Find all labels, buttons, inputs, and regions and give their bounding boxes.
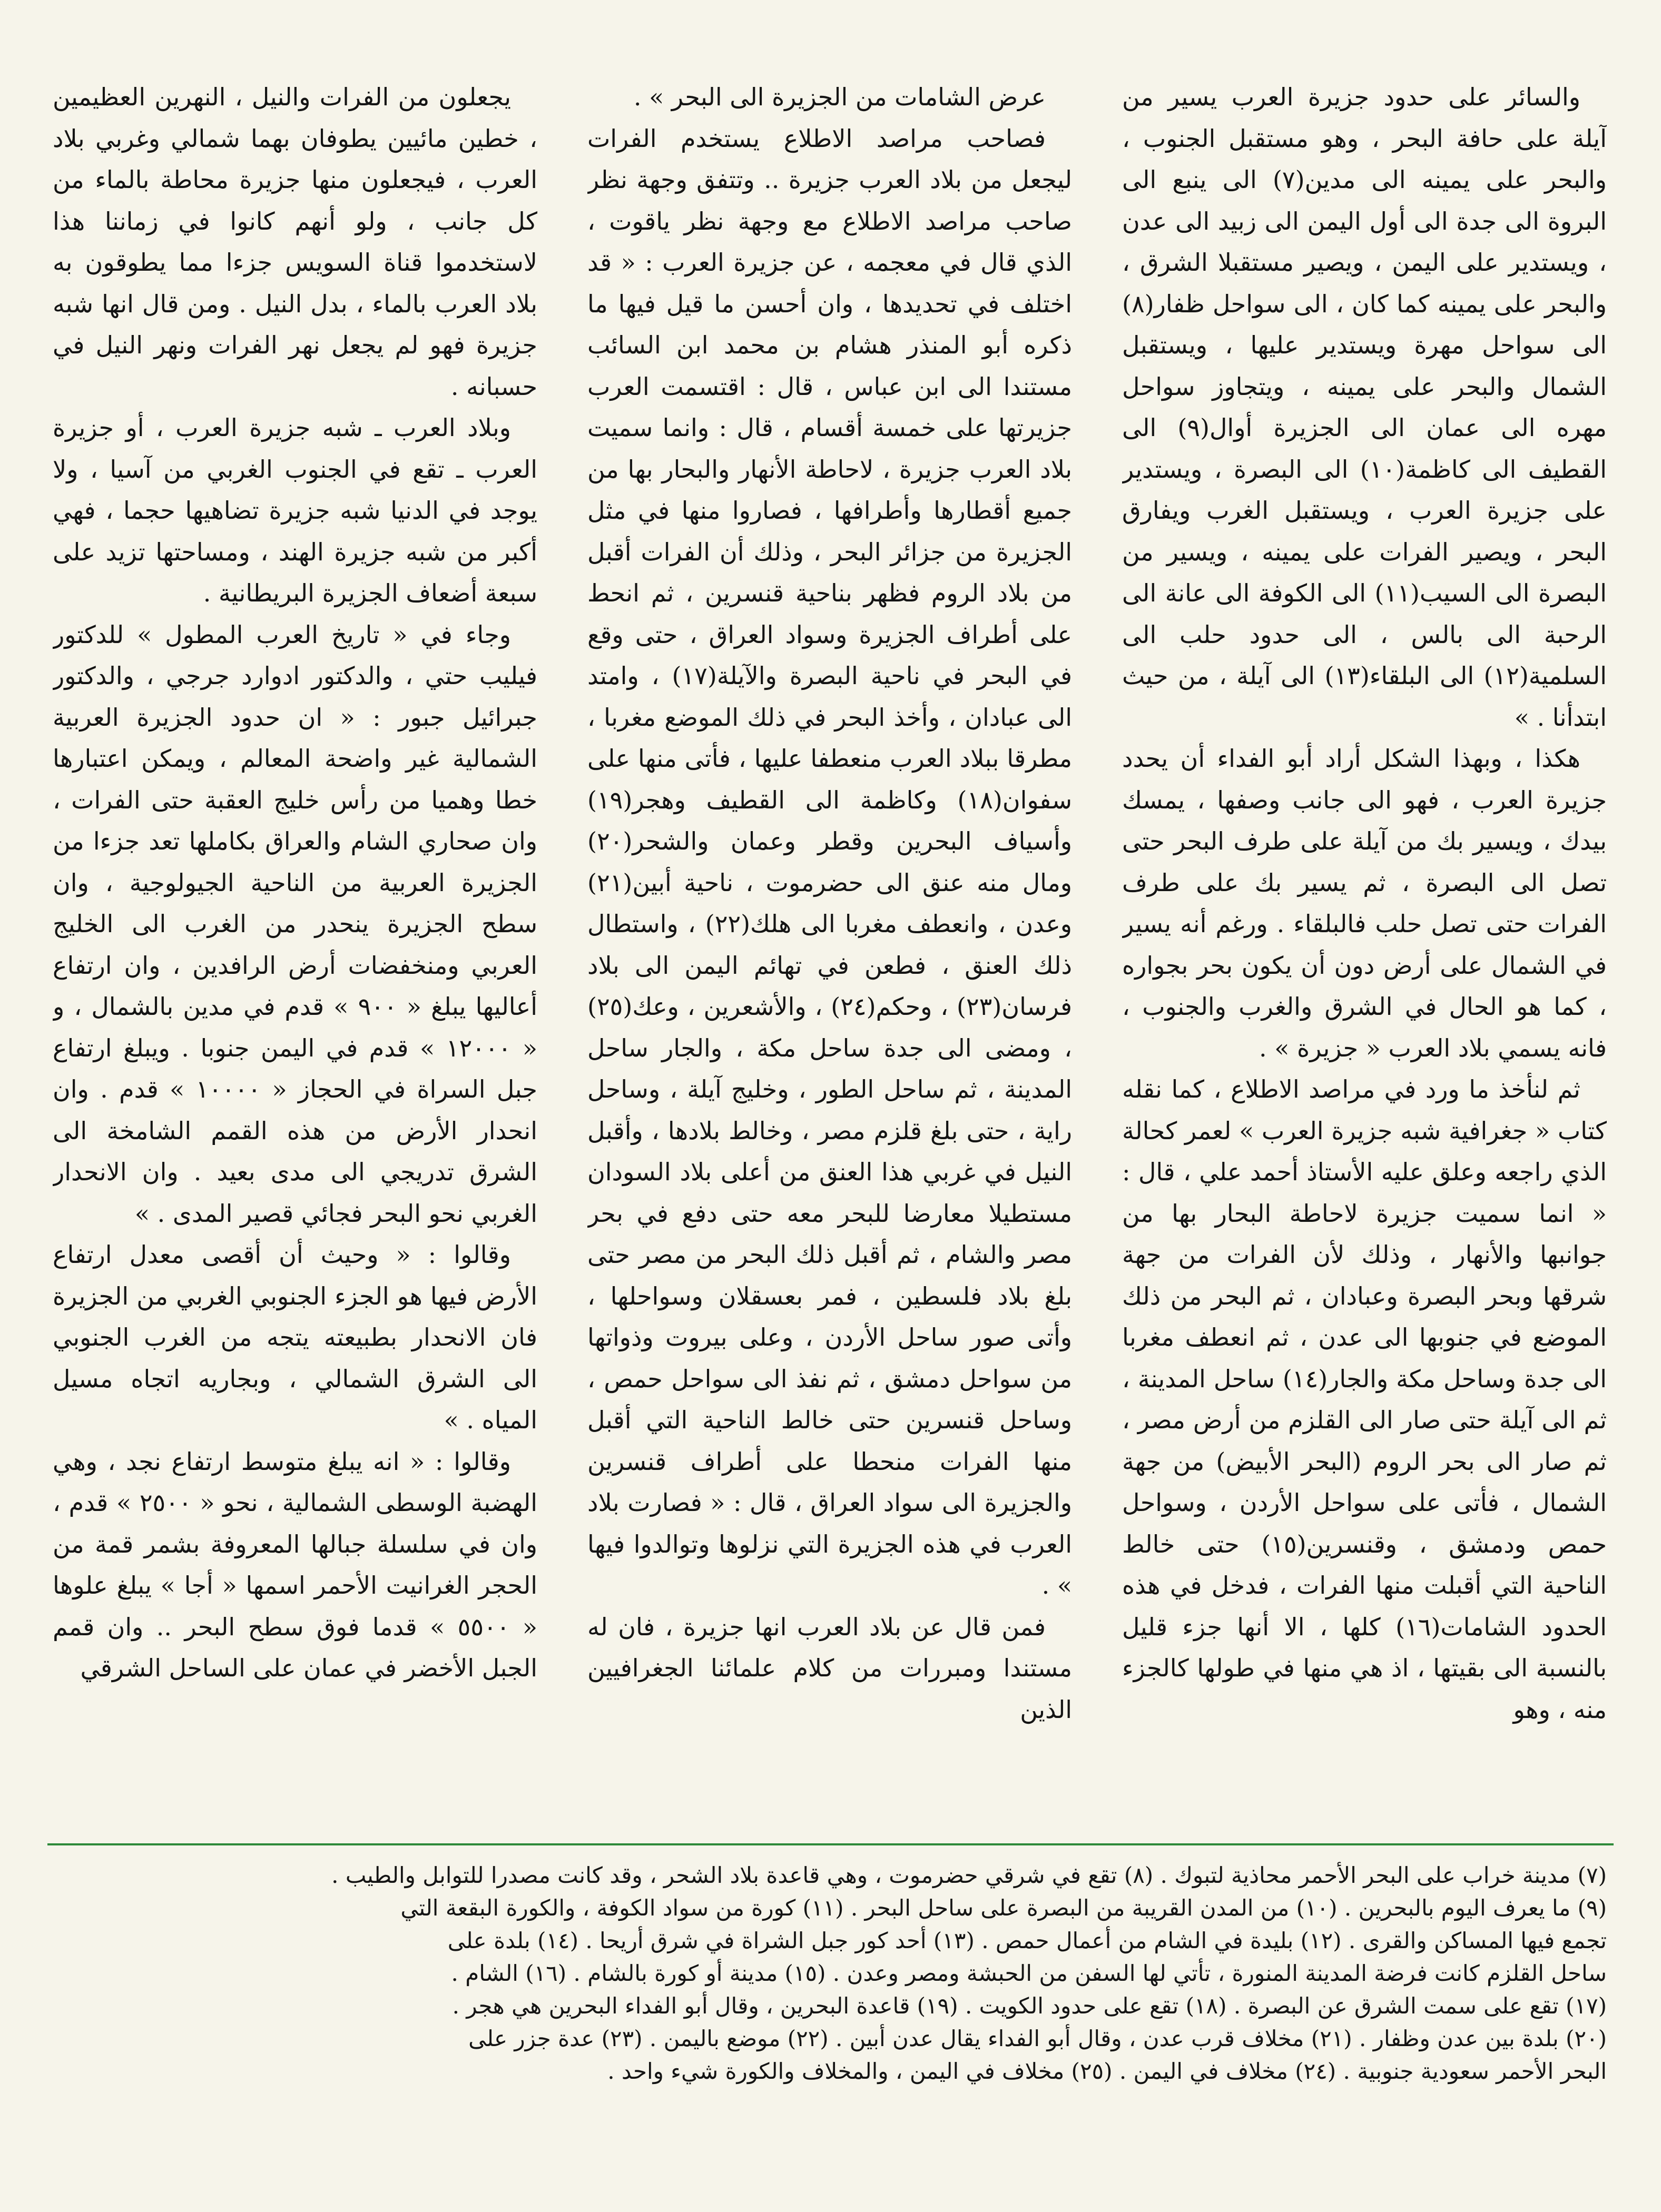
footnote-line: (٧) مدينة خراب على البحر الأحمر محاذية لتبوك . (٨) تقع في شرقي حضرموت ، وهي قاعدة بلاد الشحر ، وقد كانت مصدرا للتوابل والطيب . [331, 1862, 1607, 1888]
footnote-line: ساحل القلزم كانت فرضة المدينة المنورة ، تأتي لها السفن من الحبشة ومصر وعدن . (١٥) مدينة أو كورة بالشام . (١٦) الشام . [451, 1960, 1607, 1986]
column-left [53, 76, 537, 1828]
footnote-divider [47, 1843, 1614, 1845]
paragraph: يجعلون من الفرات والنيل ، النهرين العظيمين ، خطين مائيين يطوفان بهما شمالي وغربي بلاد العرب ، فيجعلون منها جزيرة محاطة بالماء من كل جانب ، ولو أنهم كانوا في زماننا هذا لاستخدموا قناة السويس جزءا مما يطوقون به بلاد العرب بالماء ، بدل النيل . ومن قال انها شبه جزيرة فهو لم يجعل نهر الفرات ونهر النيل في حسبانه . [53, 83, 537, 401]
paragraph: وجاء في « تاريخ العرب المطول » للدكتور فيليب حتي ، والدكتور ادوارد جرجي ، والدكتور جبرائيل جبور : « ان حدود الجزيرة العربية الشمالية غير واضحة المعالم ، ويمكن اعتبارها خطا وهميا من رأس خليج العقبة حتى الفرات ، وان صحاري الشام والعراق بكاملها تعد جزءا من الجزيرة العربية من الناحية الجيولوجية ، وان سطح الجزيرة ينحدر من الغرب الى الخليج العربي ومنخفضات أرض الرافدين ، وان ارتفاع أعاليها يبلغ « ٩٠٠ » قدم في مدين بالشمال ، و « ١٢٠٠٠ » قدم في اليمن جنوبا . ويبلغ ارتفاع جبل السراة في الحجاز « ١٠٠٠٠ » قدم . وان انحدار الأرض من هذه القمم الشامخة الى الشرق تدريجي الى مدى بعيد . وان الانحدار الغربي نحو البحر فجائي قصير المدى . » [53, 620, 537, 1228]
paragraph: وقالوا : « انه يبلغ متوسط ارتفاع نجد ، وهي الهضبة الوسطى الشمالية ، نحو « ٢٥٠٠ » قدم ، وان في سلسلة جبالها المعروفة بشمر قمة من الحجر الغرانيت الأحمر اسمها « أجا » يبلغ علوها « ٥٥٠٠ » قدما فوق سطح البحر .. وان قمم الجبل الأخضر في عمان على الساحل الشرقي [53, 1447, 537, 1682]
paragraph: هكذا ، وبهذا الشكل أراد أبو الفداء أن يحدد جزيرة العرب ، فهو الى جانب وصفها ، يمسك بيدك ، ويسير بك من آيلة على طرف البحر حتى تصل الى البصرة ، ثم يسير بك على طرف الفرات حتى تصل حلب فالبلقاء . ورغم أنه يسير في الشمال على أرض دون أن يكون بحر بجواره ، كما هو الحال في الشرق والغرب والجنوب ، فانه يسمي بلاد العرب « جزيرة » . [1122, 744, 1607, 1062]
paragraph: وقالوا : « وحيث أن أقصى معدل ارتفاع الأرض فيها هو الجزء الجنوبي الغربي من الجزيرة فان الانحدار بطبيعته يتجه من الغرب الجنوبي الى الشرق الشمالي ، وبجاريه اتجاه مسيل المياه . » [53, 1240, 537, 1434]
footnote-line: تجمع فيها المساكن والقرى . (١٢) بليدة في الشام من أعمال حمص . (١٣) أحد كور جبل الشراة في شرق أريحا . (١٤) بلدة على [447, 1928, 1607, 1953]
paragraph: ثم لنأخذ ما ورد في مراصد الاطلاع ، كما نقله كتاب « جغرافية شبه جزيرة العرب » لعمر كحالة الذي راجعه وعلق عليه الأستاذ أحمد علي ، قال : « انما سميت جزيرة لاحاطة البحار بها من جوانبها والأنهار ، وذلك لأن الفرات من جهة شرقها وبحر البصرة وعبادان ، ثم البحر من ذلك الموضع في جنوبها الى عدن ، ثم انعطف مغربا الى جدة وساحل مكة والجار(١٤) ساحل المدينة ، ثم الى آيلة حتى صار الى القلزم من أرض مصر ، ثم صار الى بحر الروم (البحر الأبيض) من جهة الشمال ، فأتى على سواحل الأردن ، وسواحل حمص ودمشق ، وقنسرين(١٥) حتى خالط الناحية التي أقبلت منها الفرات ، فدخل في هذه الحدود الشامات(١٦) كلها ، الا أنها جزء قليل بالنسبة الى بقيتها ، اذ هي منها في طولها كالجزء منه ، وهو [1122, 1075, 1607, 1724]
column-right [1122, 76, 1607, 1828]
column-middle [587, 76, 1072, 1828]
footnote-line: (٩) ما يعرف اليوم بالبحرين . (١٠) من المدن القريبة من البصرة على ساحل البحر . (١١) كورة من سواد الكوفة ، والكورة البقعة التي [400, 1895, 1607, 1921]
paragraph: فصاحب مراصد الاطلاع يستخدم الفرات ليجعل من بلاد العرب جزيرة .. وتتفق وجهة نظر صاحب مراصد الاطلاع مع وجهة نظر ياقوت ، الذي قال في معجمه ، عن جزيرة العرب : « قد اختلف في تحديدها ، وان أحسن ما قيل فيها ما ذكره أبو المنذر هشام بن محمد ابن السائب مستندا الى ابن عباس ، قال : اقتسمت العرب جزيرتها على خمسة أقسام ، قال : وانما سميت بلاد العرب جزيرة ، لاحاطة الأنهار والبحار بها من جميع أقطارها وأطرافها ، فصاروا منها في مثل الجزيرة من جزائر البحر ، وذلك أن الفرات أقبل من بلاد الروم فظهر بناحية قنسرين ، ثم انحط على أطراف الجزيرة وسواد العراق ، حتى وقع في البحر في ناحية البصرة والآيلة(١٧) ، وامتد الى عبادان ، وأخذ البحر في ذلك الموضع مغربا ، مطرقا ببلاد العرب منعطفا عليها ، فأتى منها على سفوان(١٨) وكاظمة الى القطيف وهجر(١٩) وأسياف البحرين وقطر وعمان والشحر(٢٠) ومال منه عنق الى حضرموت ، ناحية أبين(٢١) وعدن ، وانعطف مغربا الى هلك(٢٢) ، واستطال ذلك العنق ، فطعن في تهائم اليمن الى بلاد فرسان(٢٣) ، وحكم(٢٤) ، والأشعرين ، وعك(٢٥) ، ومضى الى جدة ساحل مكة ، والجار ساحل المدينة ، ثم ساحل الطور ، وخليج آيلة ، وساحل راية ، حتى بلغ قلزم مصر ، وخالط بلادها ، وأقبل النيل في غربي هذا العنق من أعلى بلاد السودان مستطيلا معارضا للبحر معه حتى دفع في بحر مصر والشام ، ثم أقبل ذلك البحر من مصر حتى بلغ بلاد فلسطين ، فمر بعسقلان وسواحلها ، وأتى صور ساحل الأردن ، وعلى بيروت وذواتها من سواحل دمشق ، ثم نفذ الى سواحل حمص ، وساحل قنسرين حتى خالط الناحية التي أقبل منها الفرات منحطا على أطراف قنسرين والجزيرة الى سواد العراق ، قال : « فصارت بلاد العرب في هذه الجزيرة التي نزلوها وتوالدوا فيها » . [587, 124, 1072, 1599]
footnote-line: البحر الأحمر سعودية جنوبية . (٢٤) مخلاف في اليمن . (٢٥) مخلاف في اليمن ، والمخلاف والكورة شيء واحد . [607, 2058, 1607, 2084]
footnote-line: (٢٠) بلدة بين عدن وظفار . (٢١) مخلاف قرب عدن ، وقال أبو الفداء يقال عدن أبين . (٢٢) موضع باليمن . (٢٣) عدة جزر على [468, 2026, 1607, 2051]
paragraph: عرض الشامات من الجزيرة الى البحر » . [633, 83, 1046, 111]
paragraph: والسائر على حدود جزيرة العرب يسير من آيلة على حافة البحر ، وهو مستقبل الجنوب ، والبحر على يمينه الى مدين(٧) الى ينبع الى البروة الى جدة الى أول اليمن الى زبيد الى عدن ، ويستدير على اليمن ، ويصير مستقبلا الشرق ، والبحر على يمينه كما كان ، الى سواحل ظفار(٨) الى سواحل مهرة ويستدير عليها ، ويستقبل الشمال والبحر على يمينه ، ويتجاوز سواحل مهره الى عمان الى الجزيرة أوال(٩) الى القطيف الى كاظمة(١٠) الى البصرة ، ويستدير على جزيرة العرب ، ويستقبل الغرب ويفارق البحر ، ويصير الفرات على يمينه ، ويسير من البصرة الى السيب(١١) الى الكوفة الى عانة الى الرحبة الى بالس ، الى حدود حلب الى السلمية(١٢) الى البلقاء(١٣) الى آيلة ، من حيث ابتدأنا . » [1122, 83, 1607, 732]
paragraph: وبلاد العرب ـ شبه جزيرة العرب ، أو جزيرة العرب ـ تقع في الجنوب الغربي من آسيا ، ولا يوجد في الدنيا شبه جزيرة تضاهيها حجما ، فهي أكبر من شبه جزيرة الهند ، ومساحتها تزيد على سبعة أضعاف الجزيرة البريطانية . [53, 413, 537, 607]
paragraph: فمن قال عن بلاد العرب انها جزيرة ، فان له مستندا ومبررات من كلام علمائنا الجغرافيين الذين [587, 1612, 1072, 1724]
footnotes [53, 1859, 1607, 2196]
footnote-line: (١٧) تقع على سمت الشرق عن البصرة . (١٨) تقع على حدود الكويت . (١٩) قاعدة البحرين ، وقال أبو الفداء البحرين هي هجر . [452, 1993, 1607, 2019]
text-columns [53, 76, 1607, 1828]
